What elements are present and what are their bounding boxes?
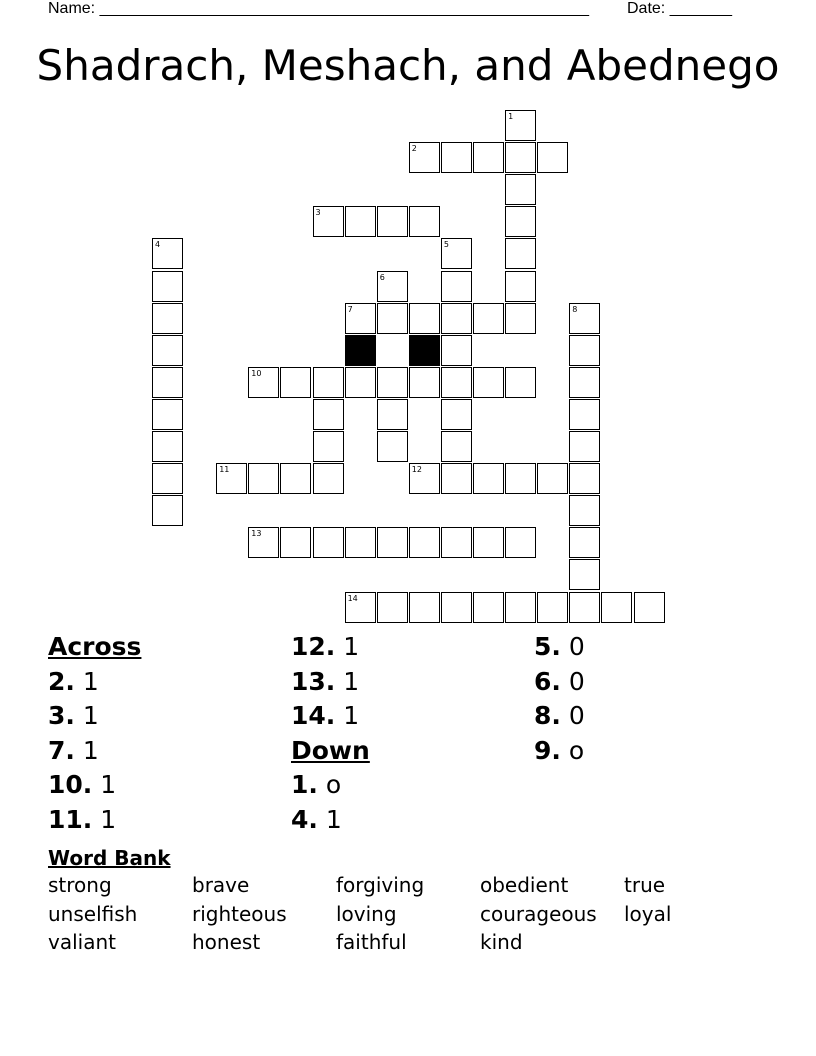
clue-number-label: 12 bbox=[411, 465, 422, 475]
grid-cell bbox=[569, 463, 600, 494]
grid-cell bbox=[505, 367, 536, 398]
down-heading: Down bbox=[291, 735, 370, 765]
clue-text: 1 bbox=[82, 701, 99, 731]
grid-cell bbox=[473, 463, 504, 494]
clue-number-label: 4 bbox=[155, 240, 161, 250]
clue-text: 1 bbox=[82, 735, 99, 765]
grid-cell bbox=[248, 527, 279, 558]
grid-cell bbox=[473, 367, 504, 398]
grid-cell bbox=[409, 463, 440, 494]
clue-number: 7. bbox=[48, 735, 75, 765]
clue-text: 0 bbox=[568, 632, 585, 661]
grid-cell bbox=[505, 303, 536, 334]
grid-cell bbox=[345, 206, 376, 237]
grid-cell bbox=[409, 142, 440, 173]
grid-cell bbox=[377, 527, 408, 558]
grid-cell bbox=[248, 463, 279, 494]
clue-number: 6. bbox=[534, 666, 561, 696]
grid-cell bbox=[152, 367, 183, 398]
word-bank-word: forgiving bbox=[336, 873, 425, 897]
across-clue bbox=[48, 665, 141, 700]
clue-text: o bbox=[325, 770, 342, 800]
word-bank-word: true bbox=[624, 873, 666, 897]
grid-cell bbox=[505, 206, 536, 237]
grid-cell bbox=[569, 559, 600, 590]
grid-cell bbox=[505, 142, 536, 173]
name-line: Name: _______________________________________________________ bbox=[48, 0, 589, 17]
grid-cell bbox=[441, 303, 472, 334]
grid-cell bbox=[345, 592, 376, 623]
grid-cell bbox=[345, 527, 376, 558]
black-square bbox=[345, 335, 376, 366]
grid-cell bbox=[537, 592, 568, 623]
grid-cell bbox=[505, 110, 536, 141]
grid-cell bbox=[152, 431, 183, 462]
grid-cell bbox=[216, 463, 247, 494]
down-clue bbox=[534, 734, 585, 769]
clue-column-1 bbox=[48, 630, 141, 838]
word-bank-title: Word Bank bbox=[48, 846, 171, 870]
word-bank-word: brave bbox=[192, 873, 250, 897]
grid-cell bbox=[441, 399, 472, 430]
down-clue bbox=[534, 665, 585, 700]
down-clue bbox=[291, 803, 370, 838]
grid-cell bbox=[505, 463, 536, 494]
grid-cell bbox=[377, 303, 408, 334]
grid-cell bbox=[505, 238, 536, 269]
grid-cell bbox=[441, 463, 472, 494]
clue-number-label: 10 bbox=[251, 368, 262, 378]
grid-cell bbox=[441, 142, 472, 173]
clue-text: o bbox=[568, 735, 585, 765]
grid-cell bbox=[377, 592, 408, 623]
grid-cell bbox=[441, 271, 472, 302]
clue-number: 8. bbox=[534, 701, 561, 731]
clue-number: 4. bbox=[291, 804, 318, 834]
word-bank-word: strong bbox=[48, 873, 112, 897]
across-clue bbox=[48, 734, 141, 769]
grid-cell bbox=[280, 527, 311, 558]
word-bank-word: kind bbox=[480, 930, 523, 954]
grid-cell bbox=[569, 431, 600, 462]
grid-cell bbox=[152, 238, 183, 269]
word-bank-word: unselfish bbox=[48, 901, 138, 926]
clue-number-label: 8 bbox=[572, 304, 578, 314]
word-bank-word: loving bbox=[336, 901, 397, 926]
clue-number: 14. bbox=[291, 701, 336, 731]
grid-cell bbox=[345, 303, 376, 334]
across-clue bbox=[48, 768, 141, 803]
grid-cell bbox=[409, 206, 440, 237]
grid-cell bbox=[569, 527, 600, 558]
grid-cell bbox=[313, 206, 344, 237]
across-clue bbox=[48, 803, 141, 838]
grid-cell bbox=[152, 303, 183, 334]
word-bank bbox=[48, 873, 768, 963]
grid-cell bbox=[505, 271, 536, 302]
grid-cell bbox=[505, 527, 536, 558]
clue-number: 3. bbox=[48, 701, 75, 731]
grid-cell bbox=[313, 463, 344, 494]
grid-cell bbox=[441, 592, 472, 623]
word-bank-word: faithful bbox=[336, 930, 407, 954]
grid-cell bbox=[377, 271, 408, 302]
clue-number: 11. bbox=[48, 804, 93, 834]
grid-cell bbox=[537, 463, 568, 494]
grid-cell bbox=[409, 367, 440, 398]
clue-number: 5. bbox=[534, 632, 561, 661]
clue-number: 9. bbox=[534, 735, 561, 765]
grid-cell bbox=[280, 367, 311, 398]
grid-cell bbox=[409, 527, 440, 558]
grid-cell bbox=[634, 592, 665, 623]
grid-cell bbox=[441, 238, 472, 269]
grid-cell bbox=[152, 271, 183, 302]
grid-cell bbox=[505, 592, 536, 623]
grid-cell bbox=[569, 592, 600, 623]
grid-cell bbox=[505, 174, 536, 205]
grid-cell bbox=[473, 592, 504, 623]
grid-cell bbox=[601, 592, 632, 623]
grid-cell bbox=[248, 367, 279, 398]
word-bank-word: righteous bbox=[192, 901, 287, 926]
grid-cell bbox=[377, 431, 408, 462]
clue-number-label: 11 bbox=[219, 465, 230, 475]
word-bank-word: obedient bbox=[480, 873, 569, 897]
clue-text: 1 bbox=[343, 632, 360, 661]
grid-cell bbox=[473, 142, 504, 173]
grid-cell bbox=[313, 399, 344, 430]
clue-number: 2. bbox=[48, 666, 75, 696]
grid-cell bbox=[441, 367, 472, 398]
clue-number: 1. bbox=[291, 770, 318, 800]
grid-cell bbox=[569, 303, 600, 334]
clue-number: 10. bbox=[48, 770, 93, 800]
clue-number-label: 2 bbox=[411, 144, 417, 154]
clue-text: 0 bbox=[568, 701, 585, 731]
grid-cell bbox=[377, 399, 408, 430]
clue-text: 0 bbox=[568, 666, 585, 696]
grid-cell bbox=[152, 399, 183, 430]
clue-text: 1 bbox=[82, 666, 99, 696]
grid-cell bbox=[280, 463, 311, 494]
grid-cell bbox=[569, 399, 600, 430]
clue-text: 1 bbox=[343, 701, 360, 731]
across-heading: Across bbox=[48, 632, 142, 661]
clue-number-label: 13 bbox=[251, 529, 262, 539]
grid-cell bbox=[409, 303, 440, 334]
grid-cell bbox=[473, 527, 504, 558]
word-bank-word: honest bbox=[192, 930, 261, 954]
word-bank-word: loyal bbox=[624, 901, 672, 926]
grid-cell bbox=[313, 431, 344, 462]
grid-cell bbox=[569, 335, 600, 366]
black-square bbox=[409, 335, 440, 366]
grid-cell bbox=[313, 367, 344, 398]
grid-cell bbox=[441, 431, 472, 462]
grid-cell bbox=[537, 142, 568, 173]
puzzle-title: Shadrach, Meshach, and Abednego bbox=[36, 41, 780, 90]
clue-text: 1 bbox=[100, 770, 117, 800]
clue-number: 13. bbox=[291, 666, 336, 696]
grid-cell bbox=[152, 335, 183, 366]
clue-number-label: 6 bbox=[379, 272, 385, 282]
grid-cell bbox=[473, 303, 504, 334]
grid-cell bbox=[569, 367, 600, 398]
clue-number-label: 7 bbox=[347, 304, 353, 314]
clue-column-2 bbox=[291, 630, 370, 838]
grid-cell bbox=[569, 495, 600, 526]
clue-text: 1 bbox=[343, 666, 360, 696]
across-clue bbox=[291, 699, 370, 734]
clue-number-label: 14 bbox=[347, 593, 358, 603]
clue-text: 1 bbox=[100, 804, 117, 834]
clue-number-label: 5 bbox=[443, 240, 449, 250]
word-bank-word: courageous bbox=[480, 901, 597, 926]
across-clue bbox=[291, 665, 370, 700]
clue-text: 1 bbox=[325, 804, 342, 834]
grid-cell bbox=[377, 206, 408, 237]
grid-cell bbox=[152, 463, 183, 494]
date-line: Date: _______ bbox=[627, 0, 732, 17]
grid-cell bbox=[409, 592, 440, 623]
clue-number: 12. bbox=[291, 632, 336, 661]
clue-number-label: 1 bbox=[508, 112, 514, 121]
down-clue bbox=[534, 699, 585, 734]
down-clue bbox=[534, 630, 585, 665]
clue-number-label: 3 bbox=[315, 208, 321, 218]
grid-cell bbox=[441, 335, 472, 366]
grid-cell bbox=[313, 527, 344, 558]
clue-column-3 bbox=[534, 630, 585, 768]
grid-cell bbox=[152, 495, 183, 526]
across-clue bbox=[291, 630, 370, 665]
grid-cell bbox=[345, 367, 376, 398]
grid-cell bbox=[377, 367, 408, 398]
word-bank-word: valiant bbox=[48, 930, 116, 954]
down-clue bbox=[291, 768, 370, 803]
across-clue bbox=[48, 699, 141, 734]
grid-cell bbox=[441, 527, 472, 558]
